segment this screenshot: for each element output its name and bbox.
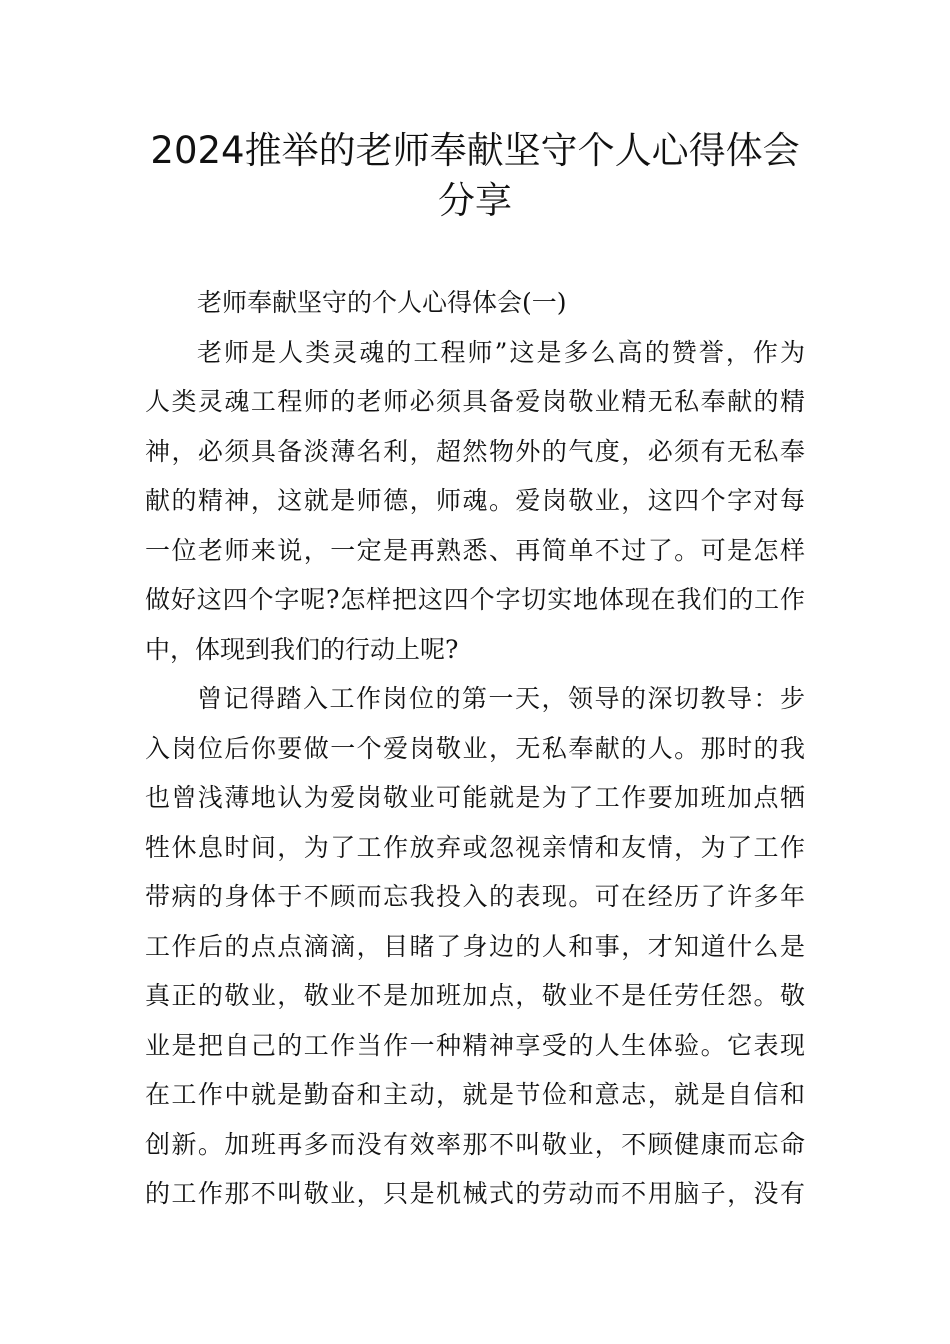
paragraph-line: 创新。加班再多而没有效率那不叫敬业，不顾健康而忘命 (145, 1129, 805, 1159)
paragraph-line: 做好这四个字呢?怎样把这四个字切实地体现在我们的工作 (145, 585, 805, 614)
paragraph-line: 人类灵魂工程师的老师必须具备爱岗敬业精无私奉献的精 (145, 387, 805, 416)
document-body (145, 278, 805, 1219)
paragraph-line: 牲休息时间，为了工作放弃或忽视亲情和友情，为了工作 (145, 832, 805, 862)
document-title (120, 126, 830, 226)
paragraph-line: 曾记得踏入工作岗位的第一天，领导的深切教导：步 (197, 684, 805, 713)
section-subtitle: 老师奉献坚守的个人心得体会(一) (197, 288, 567, 317)
paragraph-line: 也曾浅薄地认为爱岗敬业可能就是为了工作要加班加点牺 (145, 783, 805, 812)
paragraph-line: 中，体现到我们的行动上呢? (145, 634, 459, 664)
paragraph-line: 神，必须具备淡薄名利，超然物外的气度，必须有无私奉 (145, 436, 805, 466)
paragraph-line: 在工作中就是勤奋和主动，就是节俭和意志，就是自信和 (145, 1080, 805, 1109)
paragraph-line: 带病的身体于不顾而忘我投入的表现。可在经历了许多年 (145, 882, 805, 911)
title-line: 分享 (438, 179, 512, 222)
paragraph-line: 工作后的点点滴滴，目睹了身边的人和事，才知道什么是 (145, 931, 805, 961)
title-line: 2024推举的老师奉献坚守个人心得体会 (150, 129, 800, 172)
paragraph-line: 业是把自己的工作当作一种精神享受的人生体验。它表现 (145, 1030, 805, 1060)
paragraph (145, 674, 805, 1219)
paragraph-line: 老师是人类灵魂的工程师”这是多么高的赞誉，作为 (197, 337, 805, 367)
paragraph-line: 入岗位后你要做一个爱岗敬业，无私奉献的人。那时的我 (145, 733, 805, 763)
paragraph-line: 献的精神，这就是师德，师魂。爱岗敬业，这四个字对每 (145, 486, 805, 515)
paragraph-line: 一位老师来说，一定是再熟悉、再简单不过了。可是怎样 (145, 535, 805, 565)
paragraph (145, 328, 805, 675)
paragraph-line: 的工作那不叫敬业，只是机械式的劳动而不用脑子，没有 (145, 1179, 805, 1208)
paragraph-line: 真正的敬业，敬业不是加班加点，敬业不是任劳任怨。敬 (145, 981, 805, 1010)
